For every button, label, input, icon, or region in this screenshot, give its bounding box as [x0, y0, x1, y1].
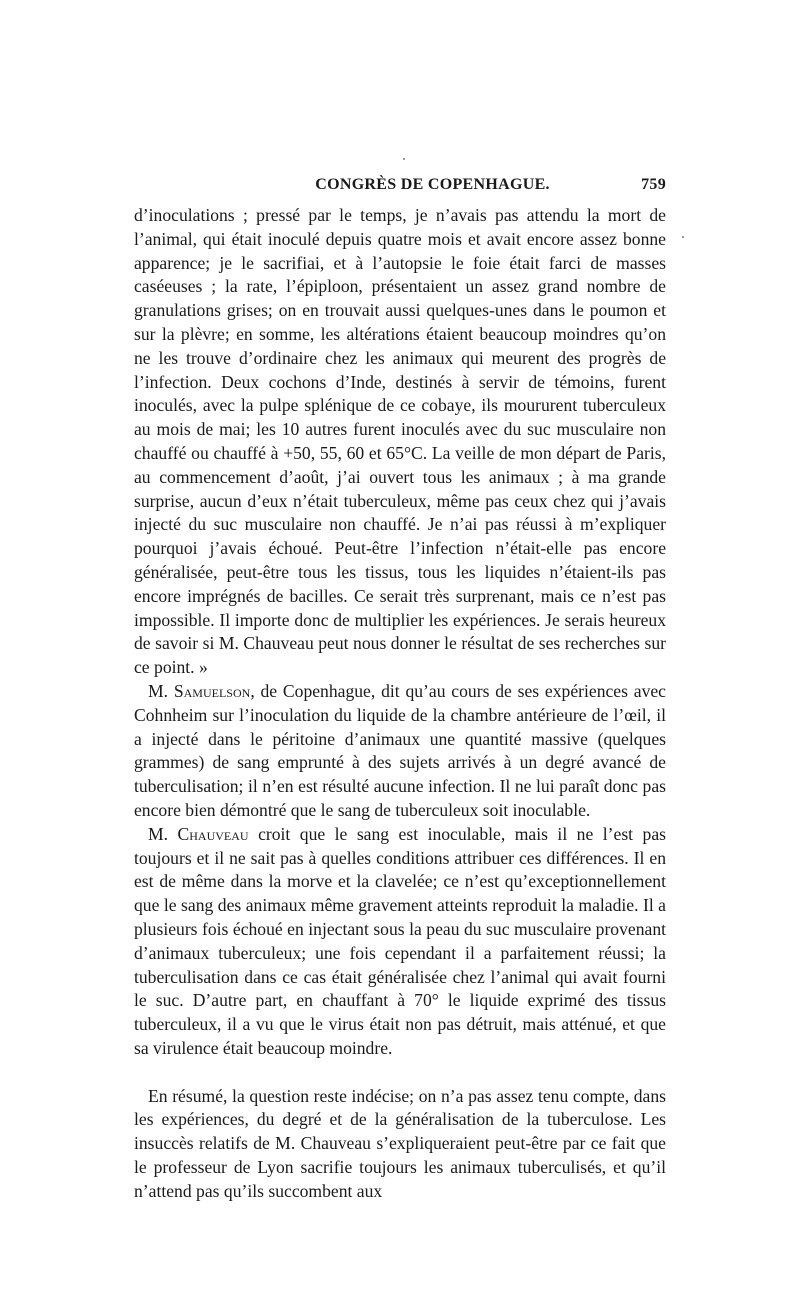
speaker-prefix: M. — [148, 823, 178, 844]
page-speck-mark — [403, 158, 405, 160]
speaker-prefix: M. — [148, 680, 174, 701]
speaker-name: Samuelson — [173, 680, 251, 701]
paragraph-chauveau — [134, 823, 666, 1061]
body-text — [134, 204, 666, 1204]
page-number: 759 — [641, 176, 666, 193]
page-speck-mark — [682, 236, 684, 238]
paragraph-text: croit que le sang est inoculable, mais il ne l’est pas toujours et il ne sait pas à quelles conditions attribuer ces différences. Il en est de même dans la morve et la clavelée; ce n’est qu’exceptionnellement que le sang des animaux même gravement atteints reproduit la maladie. Il a plusieurs fois échoué en injectant sous la peau du suc musculaire provenant d’animaux tuberculeux; une fois cependant il a parfaitement réussi; la tuberculisation dans ce cas était généralisée chez l’animal qui avait fourni le suc. D’autre part, en chauffant à 70° le liquide exprimé des tissus tuberculeux, il a vu que le virus était non pas détruit, mais atténué, et que sa virulence était beaucoup moindre. — [134, 823, 666, 1058]
running-header-title: CONGRÈS DE COPENHAGUE. — [315, 176, 550, 193]
book-page — [134, 176, 666, 1204]
paragraph-summary: En résumé, la question reste indécise; on n’a pas assez tenu compte, dans les expériences, du degré et de la généralisation de la tuberculose. Les insuccès relatifs de M. Chauveau s’expliqueraient peut-être par ce fait que le professeur de Lyon sacrifie toujours les animaux tuberculisés, et qu’il n’attend pas qu’ils succombent aux — [134, 1085, 666, 1201]
paragraph-text: , de Copenhague, dit qu’au cours de ses expériences avec Cohnheim sur l’inoculation du liquide de la chambre antérieure de l’œil, il a injecté dans le péritoine d’animaux une quantité massive (quelques grammes) de sang emprunté à des sujets arrivés à un degré avancé de tuberculisation; il n’en est résulté aucune infection. Il ne lui paraît donc pas encore bien démontré que le sang de tuberculeux soit inoculable. — [134, 680, 666, 820]
section-gap — [134, 1061, 666, 1085]
running-header — [134, 176, 666, 202]
speaker-name: Chauveau — [177, 823, 249, 844]
paragraph-samuelson — [134, 680, 666, 823]
paragraph-continuation: d’inoculations ; pressé par le temps, je n’avais pas attendu la mort de l’animal, qui était inoculé depuis quatre mois et avait encore assez bonne apparence; je le sacrifiai, et à l’autopsie le foie était farci de masses caséeuses ; la rate, l’épiploon, présentaient un assez grand nombre de granulations grises; on en trouvait aussi quelques-unes dans le poumon et sur la plèvre; en somme, les altérations étaient beaucoup moindres qu’on ne les trouve d’ordinaire chez les animaux qui meurent des progrès de l’infection. Deux cochons d’Inde, destinés à servir de témoins, furent inoculés, avec la pulpe splénique de ce cobaye, ils moururent tuberculeux au mois de mai; les 10 autres furent inoculés avec du suc musculaire non chauffé ou chauffé à +50, 55, 60 et 65°C. La veille de mon départ de Paris, au commencement d’août, j’ai ouvert tous les animaux ; à ma grande surprise, aucun d’eux n’était tuberculeux, même pas ceux chez qui j’avais injecté du suc musculaire non chauffé. Je n’ai pas réussi à m’expliquer pourquoi j’avais échoué. Peut-être l’infection n’était-elle pas encore généralisée, peut-être tous les tissus, tous les liquides n’étaient-ils pas encore imprégnés de bacilles. Ce serait très surprenant, mais ce n’est pas impossible. Il importe donc de multiplier les expériences. Je serais heureux de savoir si M. Chauveau peut nous donner le résultat de ses recherches sur ce point. » — [134, 205, 666, 678]
